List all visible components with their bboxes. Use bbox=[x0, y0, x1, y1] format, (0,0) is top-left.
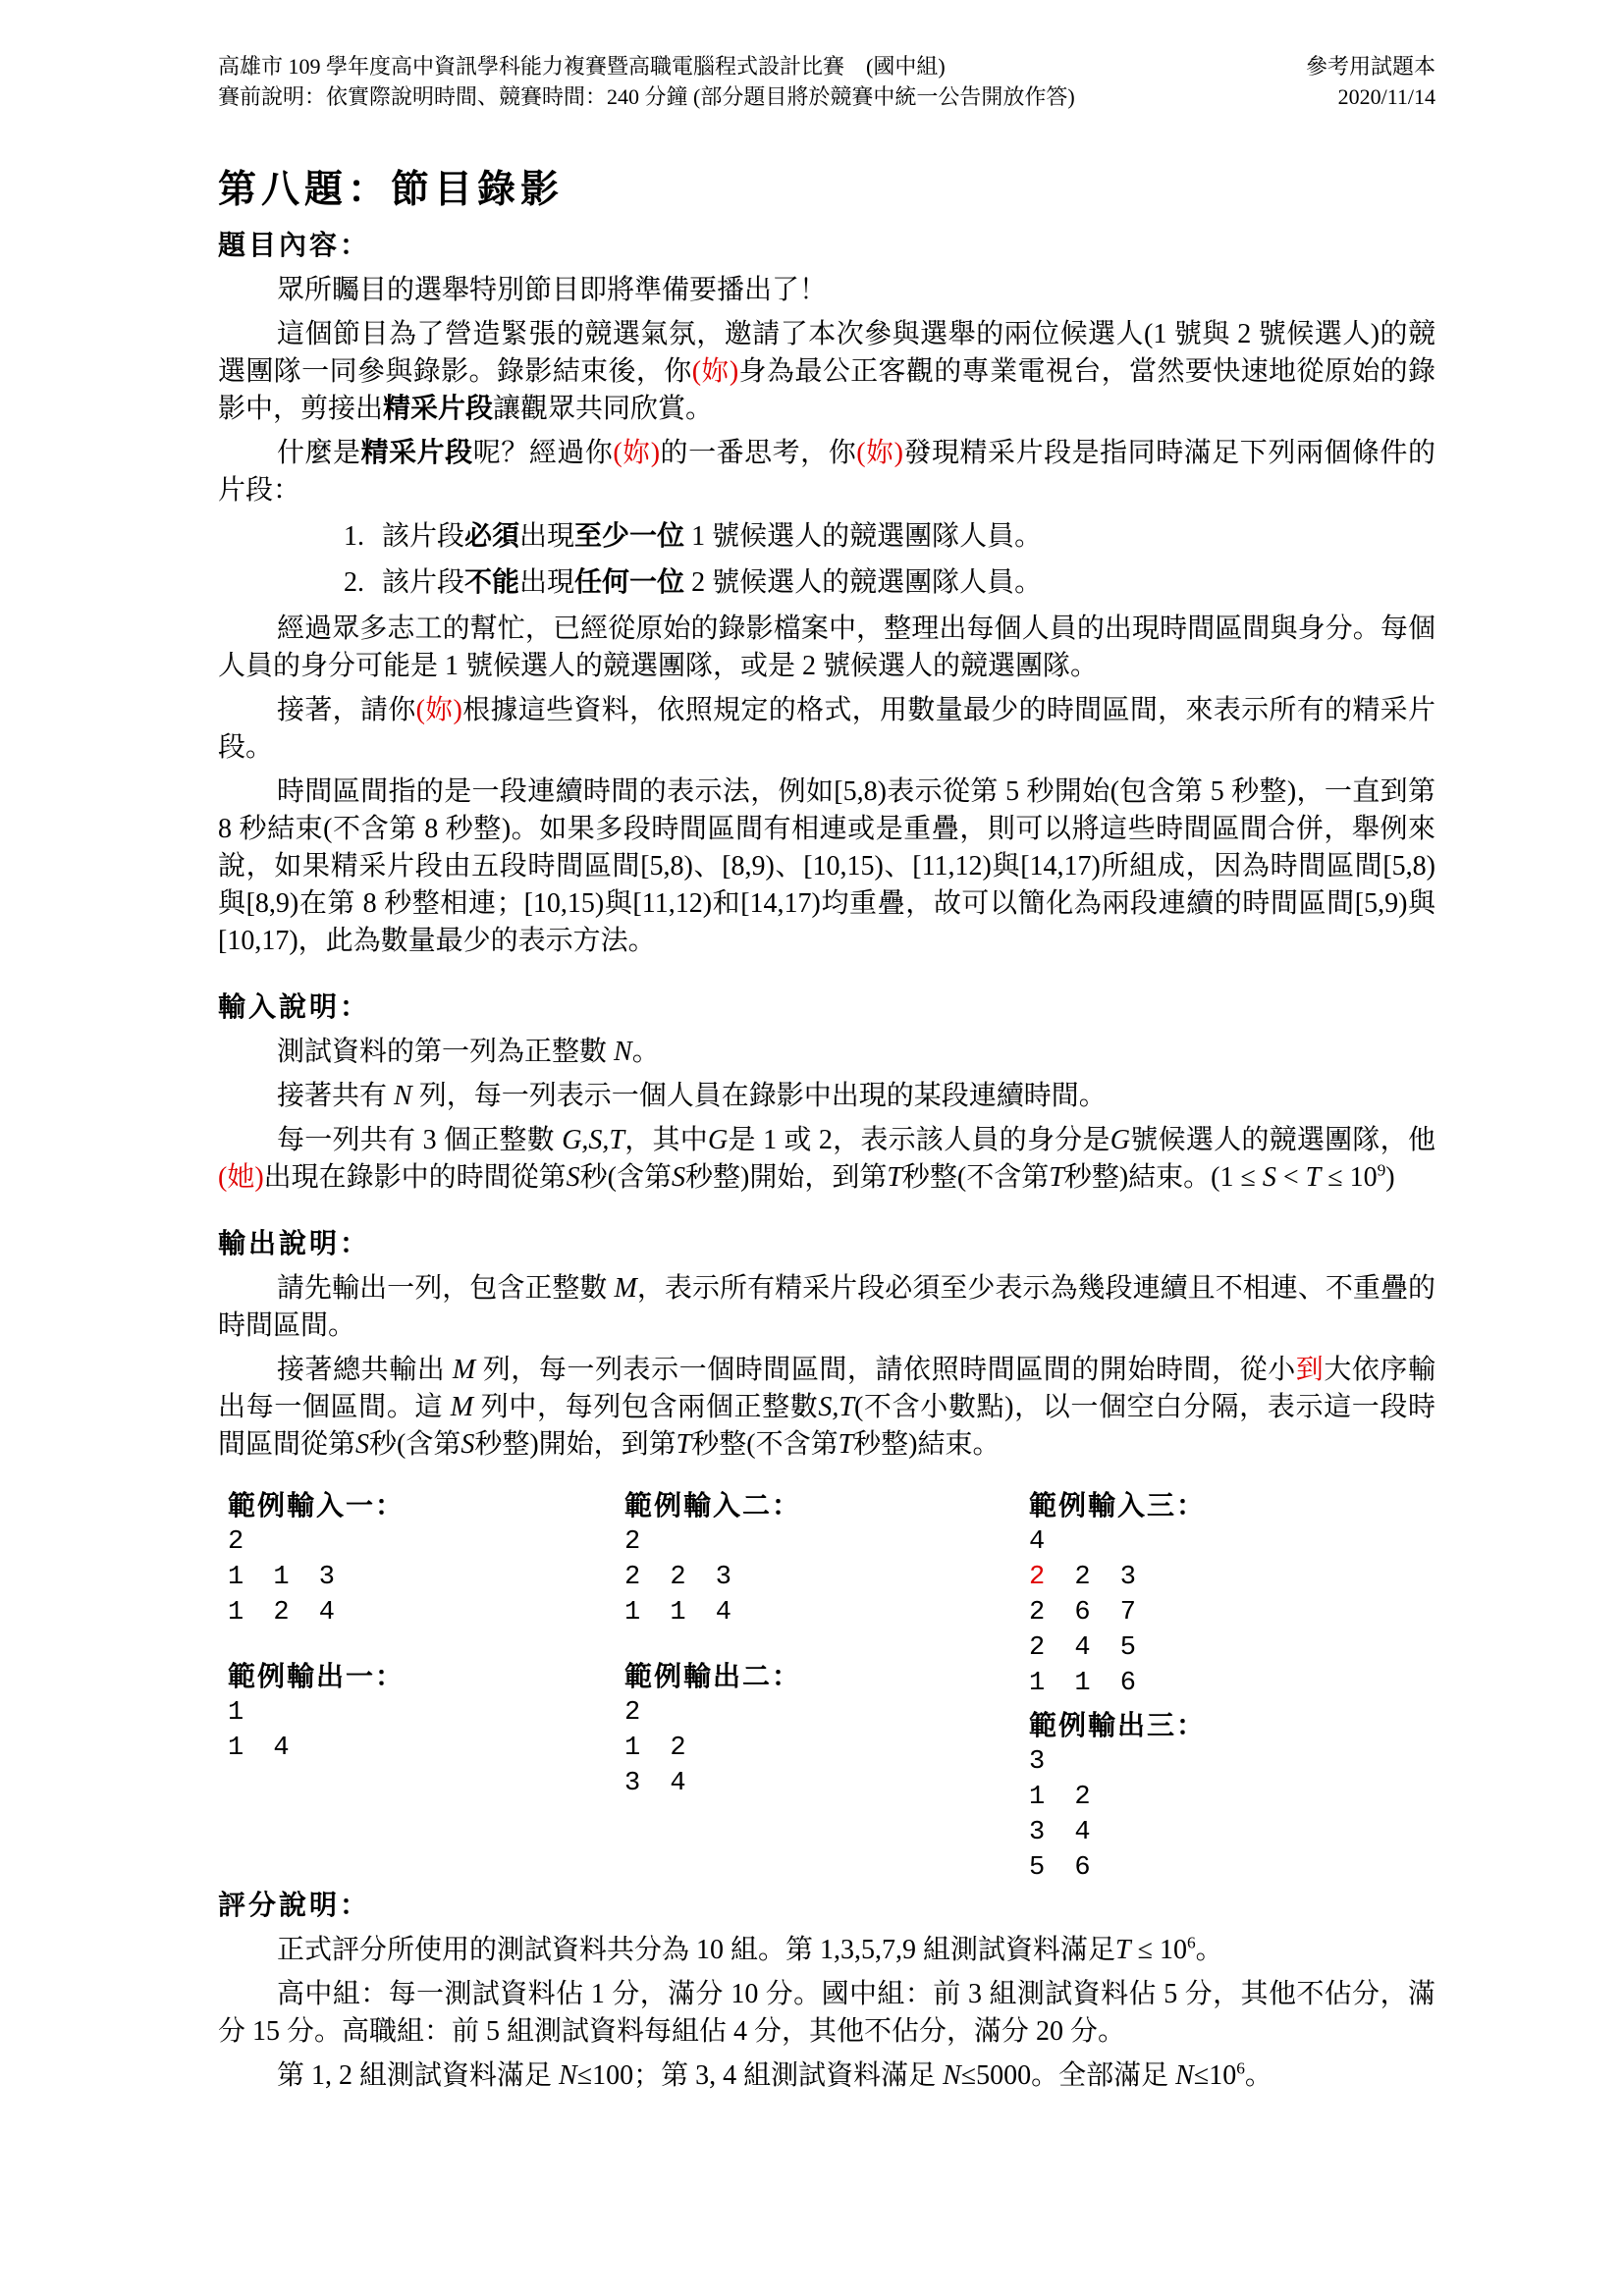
text-segment: 。 bbox=[1244, 2060, 1272, 2091]
example-input-label-2: 範例輸入二： bbox=[624, 1491, 802, 1522]
paragraph bbox=[218, 611, 1435, 685]
doc-header-right bbox=[1306, 51, 1435, 112]
example-line: 1 bbox=[228, 1698, 244, 1728]
text-segment: 眾所矚目的選舉特別節目即將準備要播出了！ bbox=[277, 275, 828, 305]
text-segment: 身為最公正客觀的專業電視台，當然要快速地從原始的錄影中，剪接出 bbox=[218, 356, 1435, 424]
text-segment: 讓觀眾共同欣賞。 bbox=[493, 394, 714, 424]
text-segment: 2 3 bbox=[1045, 1563, 1137, 1592]
doc-header bbox=[218, 51, 1435, 112]
text-segment: 經過眾多志工的幫忙，已經從原始的錄影檔案中，整理出每個人員的出現時間區間與身分。每個人員的身分可能是 1 號候選人的競選團隊，或是 2 號候選人的競選團隊。 bbox=[218, 614, 1435, 681]
problem-title: 第八題：節目錄影 bbox=[218, 169, 565, 211]
text-segment: M bbox=[614, 1273, 637, 1304]
red-text: 到 bbox=[1295, 1355, 1325, 1385]
text-segment: 秒整)結束。 bbox=[853, 1429, 1001, 1460]
condition-item-1 bbox=[344, 518, 1435, 556]
example-line: 3 bbox=[1029, 1747, 1046, 1777]
example-line: 2 6 7 bbox=[1029, 1598, 1137, 1628]
text-segment: 是 1 或 2，表示該人員的身分是 bbox=[728, 1125, 1110, 1155]
text-segment: 每一列共有 3 個正整數 bbox=[277, 1125, 563, 1155]
section-heading-scoring: 評分說明： bbox=[218, 1891, 371, 1921]
text-segment: 測試資料的第一列為正整數 bbox=[277, 1037, 615, 1067]
example-output-lines-2 bbox=[624, 1695, 1029, 1801]
paragraph bbox=[218, 1270, 1435, 1345]
text-segment: 任何一位 bbox=[574, 567, 685, 598]
text-segment: T bbox=[887, 1162, 902, 1193]
text-segment: 出現 bbox=[519, 567, 575, 598]
text-segment: 高中組：每一測試資料佔 1 分，滿分 10 分。國中組：前 3 組測試資料佔 5 分，其他不佔分，滿分 15 分。高職組：前 5 組測試資料每組佔 4 分，其他不佔分，滿分 20 分。 bbox=[218, 1979, 1435, 2047]
text-segment: G bbox=[708, 1125, 729, 1155]
example-line: 2 bbox=[624, 1527, 641, 1557]
text-segment: 號候選人的競選團隊，他 bbox=[1130, 1125, 1435, 1155]
text-segment: 正式評分所使用的測試資料共分為 10 組。第 1,3,5,7,9 組測試資料滿足 bbox=[277, 1935, 1116, 1965]
example-output-label-3: 範例輸出三： bbox=[1029, 1711, 1207, 1741]
example-input-lines-2 bbox=[624, 1524, 1029, 1630]
text-segment: 這個節目為了營造緊張的競選氣氛，邀請了本次參與選舉的兩位候選人(1 號與 2 號候選人)的競選團隊一同參與錄影。錄影結束後，你 bbox=[218, 319, 1435, 387]
example-line: 2 bbox=[228, 1527, 244, 1557]
text-segment: 秒整)結束。(1 ≤ bbox=[1063, 1162, 1263, 1193]
example-line: 3 4 bbox=[1029, 1818, 1091, 1847]
text-segment: ) bbox=[1385, 1162, 1395, 1193]
text-segment: M bbox=[452, 1355, 476, 1385]
example-line: 1 2 bbox=[624, 1734, 686, 1763]
text-segment: 2. bbox=[344, 567, 364, 598]
pre-contest-note: 賽前說明：依實際說明時間、競賽時間：240 分鐘 (部分題目將於競賽中統一公告開放作答) bbox=[218, 84, 1075, 109]
text-segment: 。 bbox=[631, 1037, 660, 1067]
condition-list bbox=[344, 518, 1435, 602]
example-input-lines-3 bbox=[1029, 1524, 1435, 1701]
paragraph bbox=[218, 316, 1435, 428]
text-segment: 該片段 bbox=[382, 567, 465, 598]
text-segment: 6 bbox=[1236, 2058, 1245, 2078]
paragraph bbox=[218, 774, 1435, 960]
text-segment: 至少一位 bbox=[574, 521, 685, 552]
paragraph bbox=[218, 1976, 1435, 2051]
example-line bbox=[1029, 1560, 1435, 1595]
text-segment: N bbox=[394, 1081, 412, 1111]
text-segment: 1. bbox=[344, 521, 364, 552]
paragraph bbox=[218, 1034, 1435, 1071]
text-segment: 不能 bbox=[464, 567, 520, 598]
example-output-lines-3 bbox=[1029, 1744, 1435, 1886]
example-line: 4 bbox=[1029, 1527, 1046, 1557]
example-column-3 bbox=[1029, 1489, 1435, 1886]
example-output-block-1 bbox=[228, 1660, 624, 1766]
text-segment: 必須 bbox=[464, 521, 520, 552]
paragraph bbox=[218, 272, 1435, 309]
text-segment: 列中，每列包含兩個正整數 bbox=[473, 1392, 819, 1422]
example-line: 2 bbox=[624, 1698, 641, 1728]
text-segment: S,T bbox=[818, 1392, 854, 1422]
text-segment: 接著共有 bbox=[277, 1081, 395, 1111]
paragraph bbox=[218, 2057, 1435, 2095]
competition-title: 高雄市 109 學年度高中資訊學科能力複賽暨高職電腦程式設計比賽 (國中組) bbox=[218, 54, 946, 79]
text-segment: 秒整(不含第 bbox=[901, 1162, 1050, 1193]
condition-item-2 bbox=[344, 564, 1435, 602]
text-segment: 秒整)開始，到第 bbox=[474, 1429, 677, 1460]
example-input-label-1: 範例輸入一： bbox=[228, 1491, 406, 1522]
text-segment: G bbox=[1110, 1125, 1131, 1155]
date: 2020/11/14 bbox=[1337, 84, 1435, 109]
example-line: 1 4 bbox=[228, 1734, 290, 1763]
text-segment: N bbox=[1175, 2060, 1194, 2091]
example-line: 1 2 bbox=[1029, 1783, 1091, 1812]
paragraph bbox=[218, 1932, 1435, 1969]
example-input-lines-1 bbox=[228, 1524, 624, 1630]
text-segment: 9 bbox=[1377, 1160, 1386, 1180]
text-segment: 列，每一列表示一個時間區間，請依照時間區間的開始時間，從小 bbox=[475, 1355, 1296, 1385]
example-output-block-3 bbox=[1029, 1709, 1435, 1886]
paragraph bbox=[218, 1352, 1435, 1464]
paragraph bbox=[218, 1078, 1435, 1115]
red-text: (妳) bbox=[613, 438, 661, 468]
text-segment: 接著，請你 bbox=[277, 695, 416, 725]
red-text: 2 bbox=[1029, 1563, 1046, 1592]
text-segment: 列，每一列表示一個人員在錄影中出現的某段連續時間。 bbox=[411, 1081, 1107, 1111]
text-segment: ≤10 bbox=[1193, 2060, 1237, 2091]
example-line: 3 4 bbox=[624, 1769, 686, 1798]
text-segment: 6 bbox=[1186, 1933, 1196, 1952]
text-segment: ≤5000。全部滿足 bbox=[960, 2060, 1176, 2091]
text-segment: 1 號候選人的競選團隊人員。 bbox=[684, 521, 1043, 552]
text-segment: 接著總共輸出 bbox=[277, 1355, 453, 1385]
text-segment: N bbox=[559, 2060, 577, 2091]
text-segment: 出現 bbox=[519, 521, 575, 552]
text-segment: T bbox=[1049, 1162, 1064, 1193]
text-segment: 。 bbox=[1195, 1935, 1223, 1965]
text-segment: < bbox=[1275, 1162, 1306, 1193]
text-segment: 請先輸出一列，包含正整數 bbox=[277, 1273, 615, 1304]
paragraph bbox=[218, 435, 1435, 509]
example-output-label-1: 範例輸出一： bbox=[228, 1662, 406, 1692]
example-output-lines-1 bbox=[228, 1695, 624, 1766]
red-text: (妳) bbox=[856, 438, 903, 468]
text-segment: 根據這些資料，依照規定的格式，用數量最少的時間區間，來表示所有的精采片段。 bbox=[218, 695, 1435, 763]
text-segment: S bbox=[566, 1162, 580, 1193]
text-segment: S bbox=[1262, 1162, 1276, 1193]
red-text: (她) bbox=[218, 1162, 264, 1193]
booklet-label: 參考用試題本 bbox=[1305, 54, 1435, 79]
text-segment: ≤ 10 bbox=[1130, 1935, 1187, 1965]
section-heading-problem: 題目內容： bbox=[218, 231, 371, 261]
text-segment: ，其中 bbox=[623, 1125, 709, 1155]
example-output-block-2 bbox=[624, 1660, 1029, 1801]
text-segment: 發現精采片段是指同時滿足下列兩個條件的片段： bbox=[218, 438, 1435, 506]
text-segment: 什麼是 bbox=[277, 438, 361, 468]
text-segment: 該片段 bbox=[382, 521, 465, 552]
text-segment: 秒整(不含第 bbox=[691, 1429, 839, 1460]
text-segment: ≤ 10 bbox=[1321, 1162, 1378, 1193]
text-segment: 精采片段 bbox=[360, 438, 473, 468]
text-segment: ，表示所有精采片段必須至少表示為幾段連續且不相連、不重疊的時間區間。 bbox=[218, 1273, 1435, 1341]
text-segment: S bbox=[355, 1429, 370, 1460]
text-segment: T bbox=[676, 1429, 692, 1460]
example-output-label-2: 範例輸出二： bbox=[624, 1662, 802, 1692]
examples-grid bbox=[218, 1489, 1435, 1886]
text-segment: 2 號候選人的競選團隊人員。 bbox=[684, 567, 1043, 598]
example-column-1 bbox=[228, 1489, 624, 1886]
example-line: 2 4 5 bbox=[1029, 1633, 1137, 1663]
text-segment: T bbox=[838, 1429, 854, 1460]
example-line: 5 6 bbox=[1029, 1853, 1091, 1883]
paragraph bbox=[218, 692, 1435, 767]
example-line: 1 1 6 bbox=[1029, 1669, 1137, 1698]
section-heading-input: 輸入說明： bbox=[218, 992, 371, 1023]
text-segment: 呢？經過你 bbox=[472, 438, 614, 468]
doc-header-left bbox=[218, 51, 1075, 112]
text-segment: ≤100；第 3, 4 組測試資料滿足 bbox=[576, 2060, 944, 2091]
text-segment: M bbox=[450, 1392, 474, 1422]
text-segment: N bbox=[614, 1037, 632, 1067]
text-segment: 第 1, 2 組測試資料滿足 bbox=[277, 2060, 560, 2091]
text-segment: S bbox=[672, 1162, 685, 1193]
example-line: 1 1 3 bbox=[228, 1563, 336, 1592]
red-text: (妳) bbox=[415, 695, 462, 725]
red-text: (妳) bbox=[691, 356, 739, 387]
text-segment: (不含小數點)，以一個空白分隔，表示這一段時間區間從第 bbox=[218, 1392, 1435, 1460]
text-segment: 秒整)開始，到第 bbox=[685, 1162, 888, 1193]
text-segment: T bbox=[1115, 1935, 1131, 1965]
paragraph bbox=[218, 1122, 1435, 1197]
example-line: 1 2 4 bbox=[228, 1598, 336, 1628]
text-segment: T bbox=[1305, 1162, 1322, 1193]
example-line: 2 2 3 bbox=[624, 1563, 732, 1592]
text-segment: 大依序輸出每一個區間。這 bbox=[218, 1355, 1435, 1422]
text-segment: 出現在錄影中的時間從第 bbox=[263, 1162, 567, 1193]
example-column-2 bbox=[624, 1489, 1029, 1886]
text-segment: 時間區間指的是一段連續時間的表示法，例如[5,8)表示從第 5 秒開始(包含第 5 秒整)，一直到第 8 秒結束(不含第 8 秒整)。如果多段時間區間有相連或是重疊，則可以將這些時間區間合併，舉例來說，如果精采片段由五段時間區間[5,8)、[8,9)、[10,15)、[11,12)與[14,17)所組成，因為時間區間[5,8)與[8,9)在第 8 秒整相連；[10,15)與[11,12)和[14,17)均重疊，故可以簡化為兩段連續的時間區間[5,9)與[10,17)，此為數量最少的表示方法。 bbox=[218, 776, 1435, 956]
text-segment: G,S,T bbox=[562, 1125, 624, 1155]
section-heading-output: 輸出說明： bbox=[218, 1229, 371, 1259]
text-segment: 的一番思考，你 bbox=[660, 438, 857, 468]
text-segment: S bbox=[460, 1429, 475, 1460]
text-segment: 精采片段 bbox=[383, 394, 494, 424]
example-input-label-3: 範例輸入三： bbox=[1029, 1491, 1207, 1522]
text-segment: N bbox=[943, 2060, 961, 2091]
text-segment: 秒(含第 bbox=[369, 1429, 461, 1460]
text-segment: 秒(含第 bbox=[579, 1162, 672, 1193]
example-line: 1 1 4 bbox=[624, 1598, 732, 1628]
